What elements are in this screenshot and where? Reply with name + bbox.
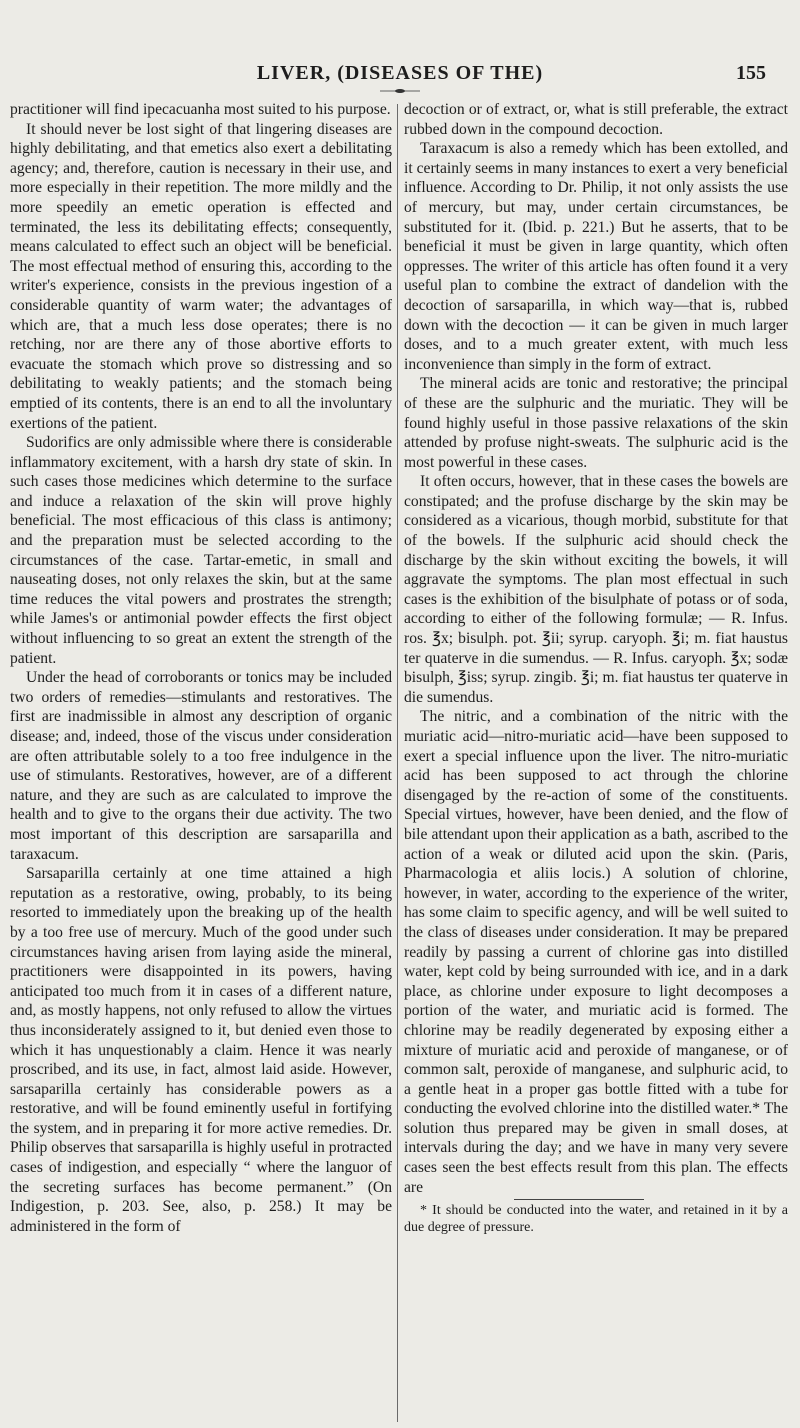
column-divider <box>397 104 398 1422</box>
paragraph: practitioner will find ipecacuanha most suited to his purpose. <box>10 101 391 118</box>
paragraph: It often occurs, however, that in these cases the bowels are constipated; and the profuse discharge by the skin may be considered as a vicarious, though morbid, substitute for that of the bowels. If the sulphuric acid should check the discharge by the skin without exciting the bowels, it will aggravate the symptoms. The plan most effectual in such cases is the exhibition of the bisulphate of potass or of soda, according to either of the following formulæ; — R. Infus. ros. ℥x; bisulph. pot. ℥ii; syrup. caryoph. ℥i; m. fiat haustus ter quaterve in die sumendus. — R. Infus. caryoph. ℥x; sodæ bisulph, ℥iss; syrup. zingib. ℥i; m. fiat haustus ter quaterve in die sumendus. <box>404 473 788 706</box>
paragraph: Taraxacum is also a remedy which has been extolled, and it certainly seems in many instances to exert a very beneficial influence. According to Dr. Philip, it not only assists the use of mercury, but may, under certain circumstances, be substituted for it. (Ibid. p. 221.) But he asserts, that to be beneficial it must be given in large quantity, which often oppresses. The writer of this article has often found it a very useful plan to combine the extract of dandelion with the decoction of sarsaparilla, in which way—that is, rubbed down with the decoction — it can be given in much larger doses, and to a much greater extent, with much less inconvenience than simply in the form of extract. <box>404 140 788 373</box>
footnote: * It should be conducted into the water, and retained in it by a due degree of pressure. <box>404 1203 788 1236</box>
header-ornament-icon <box>380 88 420 94</box>
paragraph: Sarsaparilla certainly at one time attained a high reputation as a restorative, owing, probably, to its being resorted to immediately upon the breaking up of the health by a too free use of mercury. Much of the good under such circumstances having arisen from laying aside the mineral, practitioners were disappointed in its powers, having anticipated too much from it in cases of a different nature, and, as mostly happens, not only refused to allow the virtues thus inconsiderately assigned to it, but denied even those to which it has unquestionably a claim. Hence it was nearly proscribed, and its use, in fact, almost laid aside. However, sarsaparilla certainly has considerable powers as a restorative, and will be found eminently useful in fortifying the system, and in preparing it for more active remedies. Dr. Philip observes that sarsaparilla is highly useful in protracted cases of indigestion, and especially “ where the languor of the secreting surfaces has become permanent.” (On Indigestion, p. 203. See, also, p. 258.) It may be administered in the form of <box>10 865 392 1235</box>
running-title: LIVER, (DISEASES OF THE) <box>256 62 544 84</box>
paragraph: Sudorifics are only admissible where there is considerable inflammatory excitement, with a harsh dry state of skin. In such cases those medicines which determine to the surface and induce a relaxation of the skin will prove highly beneficial. The most efficacious of this class is antimony; and the preparation must be selected according to the circumstances of the case. Tartar-emetic, in small and nauseating doses, not only relaxes the skin, but at the same time reduces the vital powers and prostrates the strength; while James's or antimonial powder effects the first object without influencing to so great an extent the strength of the patient. <box>10 434 392 667</box>
paragraph: Under the head of corroborants or tonics may be included two orders of remedies—stimulants and restoratives. The first are inadmissible in almost any description of organic disease; and, indeed, those of the viscus under consideration are often attributable solely to a too free indulgence in the use of stimulants. Restoratives, however, are of a different nature, and they are such as are calculated to improve the health and to give to the organs their due activity. The two most important of this description are sarsaparilla and taraxacum. <box>10 669 392 863</box>
left-column <box>10 100 392 1236</box>
paragraph: The mineral acids are tonic and restorative; the principal of these are the sulphuric and the muriatic. They will be found highly useful in those passive relaxations of the skin attended by profuse night-sweats. The sulphuric acid is the most powerful in these cases. <box>404 375 788 471</box>
page-number: 155 <box>736 62 766 84</box>
footnote-rule <box>514 1199 644 1200</box>
right-column <box>404 100 788 1236</box>
paragraph: It should never be lost sight of that lingering diseases are highly debilitating, and that emetics also exert a debilitating agency; and, therefore, caution is necessary in their use, and more especially in their repetition. The more mildly and the more speedily an emetic operation is effected and terminated, the less its debilitating effects; consequently, means calculated to effect such an object will be beneficial. The most effectual method of ensuring this, according to the writer's experience, consists in the previous ingestion of a considerable quantity of warm water; the advantages of which are, that a much less dose operates; there is no retching, nor are there any of those abortive efforts to evacuate the stomach which prove so distressing and so debilitating to weakly patients; and the stomach being emptied of its contents, there is an end to all the involuntary exertions of the patient. <box>10 120 392 432</box>
paragraph: decoction or of extract, or, what is still preferable, the extract rubbed down in the compound decoction. <box>404 101 788 138</box>
paragraph: The nitric, and a combination of the nitric with the muriatic acid—nitro-muriatic acid—have been supposed to exert a special influence upon the liver. The nitro-muriatic acid has been supposed to act through the chlorine disengaged by the re-action of some of the constituents. Special virtues, however, have been denied, and the flow of bile attendant upon their application as a bath, ascribed to the action of a weak or diluted acid upon the skin. (Paris, Pharmacologia et aliis locis.) A solution of chlorine, however, in water, according to the experience of the writer, has some claim to specific agency, and will be well suited to the class of diseases under consideration. It may be prepared readily by passing a current of chlorine gas into distilled water, kept cold by being surrounded with ice, and in a dark place, as chlorine under exposure to light decomposes a portion of the water, and muriatic acid is formed. The chlorine may be readily degenerated by exposing either a mixture of muriatic acid and peroxide of manganese, or of common salt, peroxide of manganese, and sulphuric acid, to a gentle heat in a proper gas bottle fitted with a tube for conducting the evolved chlorine into the distilled water.* The solution thus prepared may be given in small doses, at intervals during the day; and we have in many very severe cases seen the best effects result from this plan. The effects are <box>404 708 788 1196</box>
